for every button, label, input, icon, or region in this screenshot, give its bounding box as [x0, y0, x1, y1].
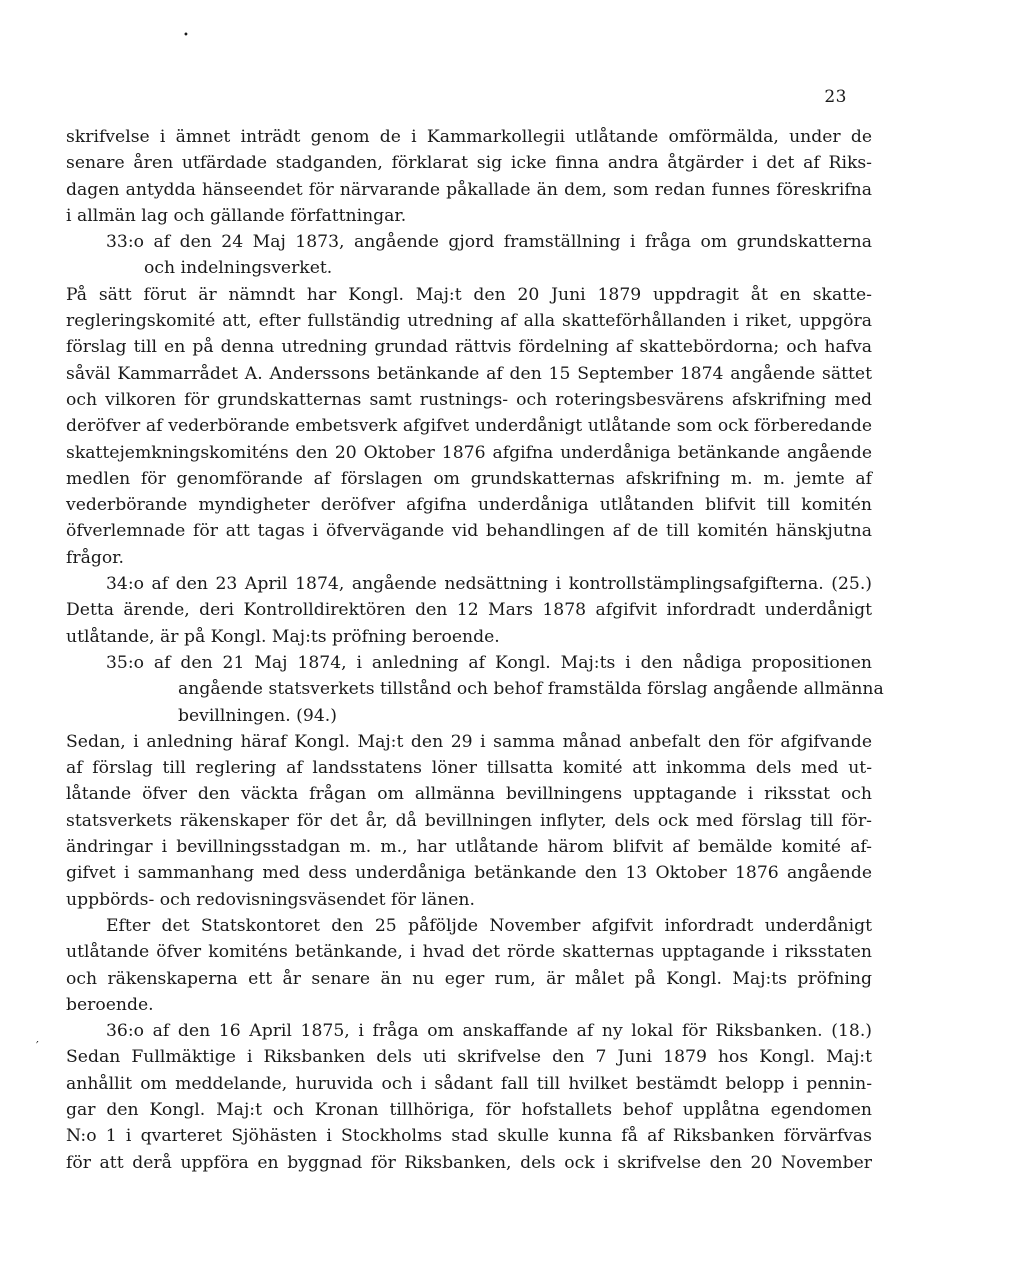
section-heading-35-cont: bevillningen. (94.)	[178, 705, 337, 726]
text-line: ändringar i bevillningsstadgan m. m., har utlåtande härom blifvit af bemälde komité af-	[66, 837, 872, 858]
text-line: utlåtande, är på Kongl. Maj:ts pröfning beroende.	[66, 626, 500, 647]
page-body	[66, 124, 884, 1176]
text-line: gifvet i sammanhang med dess underdåniga betänkande den 13 Oktober 1876 angående	[66, 863, 872, 884]
text-line: i allmän lag och gällande författningar.	[66, 205, 407, 226]
text-line: förslag till en på denna utredning grundad rättvis fördelning af skattebördorna; och hafva	[66, 337, 872, 358]
text-line: skattejemkningskomiténs den 20 Oktober 1876 afgifna underdåniga betänkande angående	[66, 442, 872, 463]
text-line: statsverkets räkenskaper för det år, då bevillningen inflyter, dels ock med förslag till för-	[66, 810, 872, 831]
text-line: vederbörande myndigheter deröfver afgifna underdåniga utlåtanden blifvit till komitén	[66, 495, 872, 516]
text-line: öfverlemnade för att tagas i öfvervägande vid behandlingen af de till komitén hänskjutna	[66, 521, 872, 542]
text-line: och vilkoren för grundskatternas samt rustnings- och roteringsbesvärens afskrifning med	[66, 389, 872, 410]
text-line: Detta ärende, deri Kontrolldirektören den 12 Mars 1878 afgifvit infordradt underdånigt	[66, 600, 872, 621]
text-line: beroende.	[66, 994, 154, 1015]
text-line: låtande öfver den väckta frågan om allmänna bevillningens upptagande i riksstat och	[66, 784, 872, 805]
text-line: såväl Kammarrådet A. Anderssons betänkande af den 15 September 1874 angående sättet	[66, 363, 872, 384]
text-line: På sätt förut är nämndt har Kongl. Maj:t den 20 Juni 1879 uppdragit åt en skatte-	[66, 284, 872, 305]
text-line: för att derå uppföra en byggnad för Riksbanken, dels ock i skrifvelse den 20 November	[66, 1152, 872, 1173]
page-number: 23	[824, 87, 847, 107]
text-line: regleringskomité att, efter fullständig utredning af alla skatteförhållanden i riket, uppgöra	[66, 311, 872, 332]
text-line: Sedan, i anledning häraf Kongl. Maj:t den 29 i samma månad anbefalt den för afgifvande	[66, 731, 872, 752]
text-line: dagen antydda hänseendet för närvarande påkallade än dem, som redan funnes föreskrifna	[66, 179, 872, 200]
text-line: Efter det Statskontoret den 25 påföljde November afgifvit infordradt underdånigt	[106, 915, 872, 936]
section-heading-36: 36:o af den 16 April 1875, i fråga om anskaffande af ny lokal för Riksbanken. (18.)	[106, 1021, 872, 1042]
text-line: medlen för genomförande af förslagen om grundskatternas afskrifning m. m. jemte af	[66, 468, 872, 489]
section-heading-35-cont: angående statsverkets tillstånd och behof framstälda förslag angående allmänna	[178, 679, 884, 700]
section-heading-33-cont: och indelningsverket.	[144, 258, 333, 279]
text-line: och räkenskaperna ett år senare än nu eger rum, är målet på Kongl. Maj:ts pröfning	[66, 968, 872, 989]
section-heading-33: 33:o af den 24 Maj 1873, angående gjord framställning i fråga om grundskatterna	[106, 232, 872, 253]
text-line: Sedan Fullmäktige i Riksbanken dels uti skrifvelse den 7 Juni 1879 hos Kongl. Maj:t	[66, 1047, 872, 1068]
scan-speck: •	[183, 30, 189, 41]
text-line: anhållit om meddelande, huruvida och i sådant fall till hvilket bestämdt belopp i pennin-	[66, 1073, 872, 1094]
margin-mark: ′	[36, 1039, 39, 1053]
text-line: N:o 1 i qvarteret Sjöhästen i Stockholms stad skulle kunna få af Riksbanken förvärfvas	[66, 1126, 872, 1147]
text-line: deröfver af vederbörande embetsverk afgifvet underdånigt utlåtande som ock förberedande	[66, 416, 872, 437]
text-line: senare åren utfärdade stadganden, förklarat sig icke finna andra åtgärder i det af Riks-	[66, 153, 872, 174]
text-line: gar den Kongl. Maj:t och Kronan tillhöriga, för hofstallets behof upplåtna egendomen	[66, 1099, 872, 1120]
text-line: utlåtande öfver komiténs betänkande, i hvad det rörde skatternas upptagande i riksstaten	[66, 942, 872, 963]
text-line: skrifvelse i ämnet inträdt genom de i Kammarkollegii utlåtande omförmälda, under de	[66, 127, 872, 147]
text-line: uppbörds- och redovisningsväsendet för länen.	[66, 889, 475, 910]
section-heading-34: 34:o af den 23 April 1874, angående nedsättning i kontrollstämplingsafgifterna. (25.)	[106, 574, 872, 595]
text-line: frågor.	[66, 547, 124, 568]
text-line: af förslag till reglering af landsstatens löner tillsatta komité att inkomma dels med ut-	[66, 758, 872, 779]
section-heading-35: 35:o af den 21 Maj 1874, i anledning af Kongl. Maj:ts i den nådiga propositionen	[106, 652, 872, 673]
